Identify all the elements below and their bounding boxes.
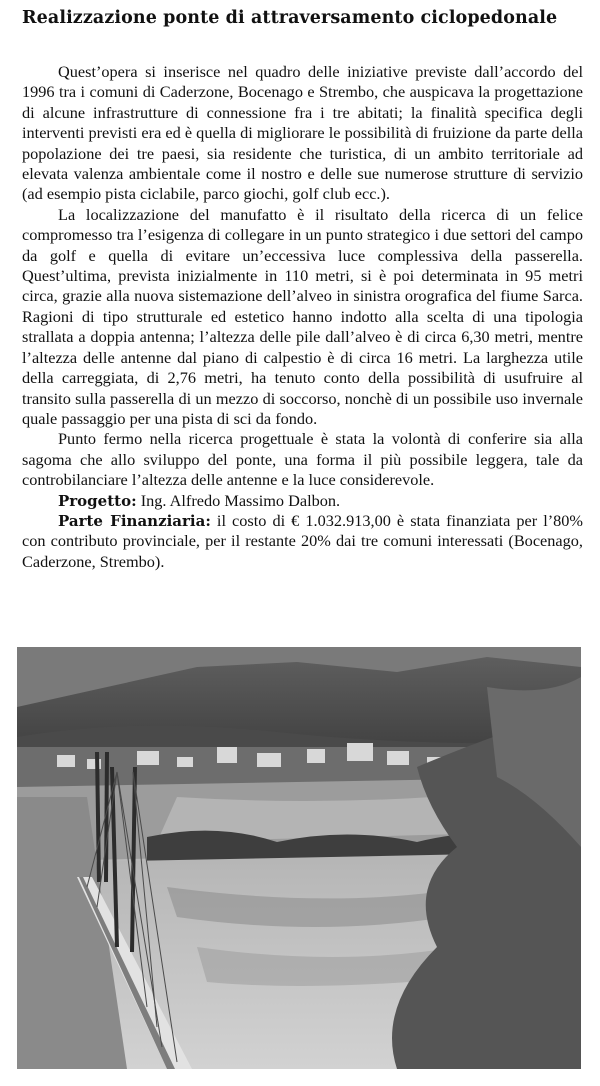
paragraph-2: La localizzazione del manufatto è il risultato della ricerca di un felice compromesso tra l’esigenza di collegare in un punto strategico i due settori del campo da golf e quella di evitare un’eccessiva luce complessiva della passerella. Quest’ultima, prevista inizialmente in 110 metri, si è poi determinata in 95 metri circa, grazie alla nuova sistemazione dell’alveo in sinistra orografica del fiume Sarca. Ragioni di tipo strutturale ed estetico hanno indotto alla scelta di una tipologia strallata a doppia antenna; l’altezza delle pile dall’alveo è di circa 6,30 metri, mentre l’altezza delle antenne dal piano di calpestio è di circa 16 metri. La larghezza utile della carreggiata, di 2,76 metri, ha tenuto conto della possibilità di usufruire al transito sulla passerella di un mezzo di soccorso, nonchè di un possibile uso invernale quale passaggio per una pista di sci da fondo. [22,204,583,428]
paragraph-3: Punto fermo nella ricerca progettuale è stata la volontà di conferire sia alla sagoma che allo sviluppo del ponte, una forma il più possibile leggera, tale da controbilanciare l’altezza delle antenne e la luce considerevole. [22,429,583,490]
progetto-label: Progetto: [58,491,137,510]
bridge-photo [17,647,581,1069]
finanziaria-label: Parte Finanziaria: [58,511,211,530]
progetto-line [22,491,583,511]
finanziaria-line [22,511,583,572]
finanziaria-value: il costo di € 1.032.913,00 è stata finanziata per l’80% con contributo provinciale, per il restante 20% dai tre comuni interessati (Bocenago, Caderzone, Strembo). [22,510,583,571]
paragraph-1: Quest’opera si inserisce nel quadro delle iniziative previste dall’accordo del 1996 tra i comuni di Caderzone, Bocenago e Strembo, che auspicava la progettazione di alcune infrastrutture di connessione fra i tre abitati; la finalità specifica degli interventi previsti era ed è quella di migliorare le possibilità di fruizione da parte della popolazione dei tre paesi, sia residente che turistica, di un ambito territoriale ad elevata valenza ambientale come il nostro e delle sue numerose strutture di servizio (ad esempio pista ciclabile, parco giochi, golf club ecc.). [22,62,583,204]
progetto-value: Ing. Alfredo Massimo Dalbon. [136,490,341,510]
article-body [22,62,583,572]
article-title: Realizzazione ponte di attraversamento ciclopedonale [22,8,558,28]
